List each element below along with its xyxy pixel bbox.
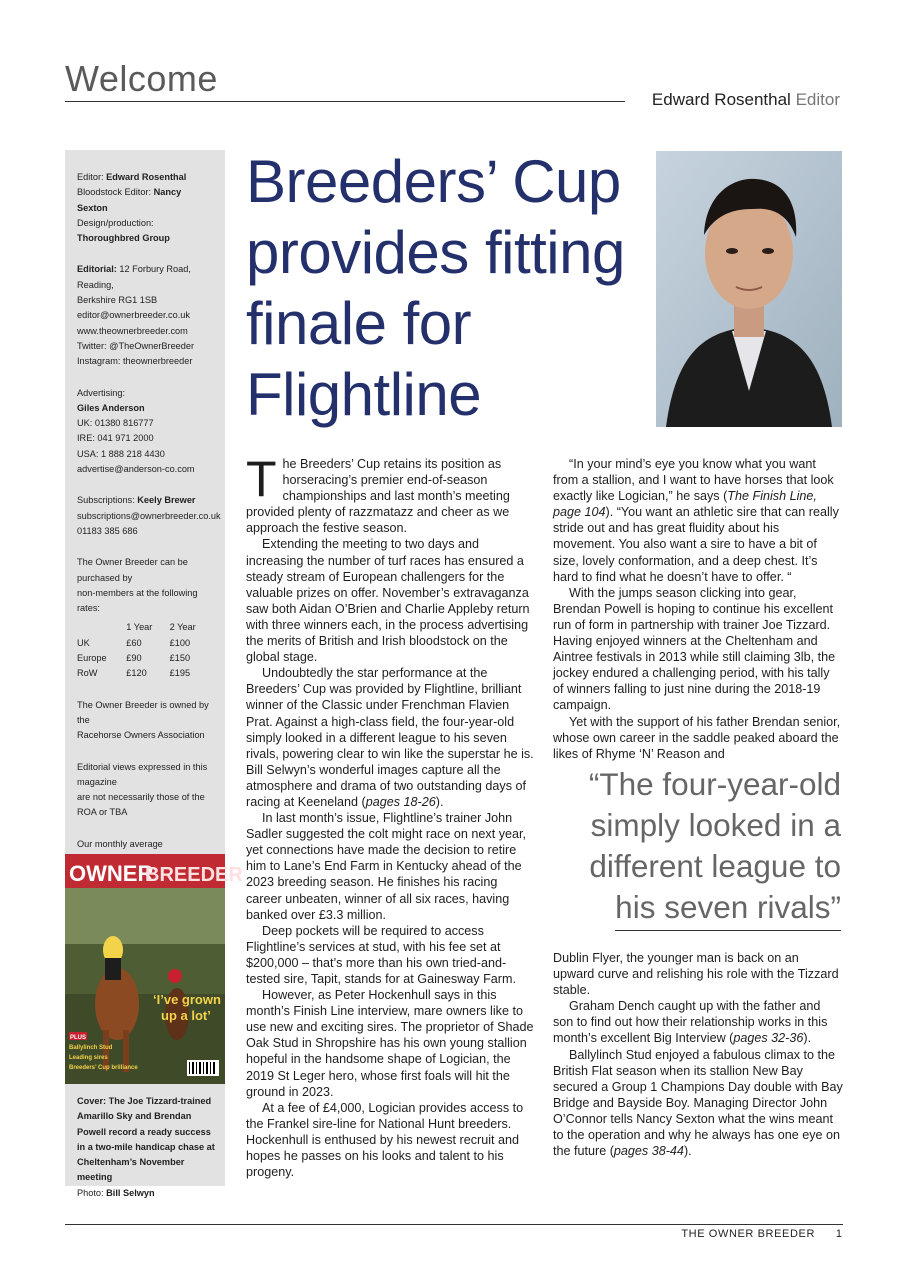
advertising-email-link[interactable]: advertise@anderson-co.com xyxy=(77,464,195,475)
article-column-2-bottom xyxy=(553,950,843,1159)
editor-role: Editor xyxy=(795,90,840,109)
cover-masthead-breeder: BREEDER xyxy=(145,864,243,886)
masthead-sidebar xyxy=(65,150,243,1198)
pull-quote: “The four-year-old simply looked in a different league to his seven rivals” xyxy=(588,766,841,925)
page-reference: pages 18-26 xyxy=(365,794,436,809)
staff-editor: Editor: Edward Rosenthal xyxy=(77,172,187,182)
article-headline: Breeders’ Cup provides fitting finale for Flightline xyxy=(246,148,625,428)
editor-name: Edward Rosenthal xyxy=(651,90,791,109)
cover-teaser-3: Breeders’ Cup brilliance xyxy=(69,1065,138,1071)
article-paragraph: Graham Dench caught up with the father and son to find out how their relationship works in this month’s excellent Big Interview (pages 32-36). xyxy=(553,999,828,1046)
page-reference: The Finish Line, page 104 xyxy=(553,489,817,520)
pull-quote-rule xyxy=(615,930,841,931)
table-row: Europe £90 £150 xyxy=(77,653,191,664)
article-column-1 xyxy=(246,451,534,1180)
page-reference: pages 32-36 xyxy=(733,1031,804,1046)
article-column-2-top xyxy=(553,456,843,762)
cover-teaser-2: Leading sires xyxy=(69,1055,108,1061)
disclaimer-note: Editorial views expressed in this magazine are not necessarily those of the ROA or TBA xyxy=(77,761,208,818)
magazine-cover-image xyxy=(65,854,243,1084)
rates-header-row: 1 Year 2 Year xyxy=(126,622,196,633)
footer-rule xyxy=(65,1224,843,1225)
page-number: 1 xyxy=(835,1228,842,1240)
article-paragraph: With the jumps season clicking into gear, Brendan Powell is hoping to continue his excellent run of form in partnership with trainer Joe Tizzard. Having enjoyed winners at the Cheltenham and Aintree festivals in 2013 while still claiming 3lb, the jockey endured a challenging period, with his tally of winners falling to just nine during the 2018-19 campaign. xyxy=(553,585,836,713)
editorial-email-link[interactable]: editor@ownerbreeder.co.uk xyxy=(77,310,191,321)
article-paragraph: Dublin Flyer, the younger man is back on an upward curve and relishing his role with the Tizzard stable. xyxy=(553,951,839,998)
page-reference: pages 38-44 xyxy=(613,1144,684,1159)
subscription-rates: The Owner Breeder can be purchased by non-members at the following rates: 1 Year 2 Year UK £60 £100 Europe £90 £150 RoW £120 £195 xyxy=(77,555,213,681)
twitter-handle: Twitter: @TheOwnerBreeder xyxy=(77,340,195,351)
cover-masthead-owner: OWNER xyxy=(69,861,154,886)
rates-table xyxy=(77,620,213,681)
readership-note: Our monthly average xyxy=(77,838,163,849)
article-paragraph: Ballylinch Stud enjoyed a fabulous climax to the British Flat season when its stallion New Bay secured a Group 1 Champions Day double with Bay Bridge and Bayside Boy. Managing Director John O’Connor tells Nancy Sexton what the wins meant to the operation and why he always has one eye on the future (pages 38-44). xyxy=(553,1047,843,1159)
ownership-note: The Owner Breeder is owned by the Racehorse Owners Association xyxy=(77,699,209,741)
staff-list xyxy=(77,170,213,246)
article-paragraph: The Breeders’ Cup retains its position as horseracing’s premier end-of-season championships and last month’s meeting provided plenty of razzmatazz and cheer as we approach the festive season. xyxy=(246,451,510,536)
subscriptions-email-link[interactable]: subscriptions@ownerbreeder.co.uk xyxy=(77,510,221,521)
cover-caption: Cover: The Joe Tizzard-trained Amarillo Sky and Brendan Powell record a ready success in a two-mile handicap chase at Cheltenham’s November meeting Photo: Bill Selwyn xyxy=(77,1096,215,1198)
cover-illustration xyxy=(65,854,243,1084)
editor-byline xyxy=(652,90,840,110)
staff-bloodstock: Bloodstock Editor: Nancy Sexton xyxy=(77,187,182,213)
instagram-handle: Instagram: theownerbreeder xyxy=(77,356,193,367)
article-paragraph: Extending the meeting to two days and increasing the number of turf races has ensured a steady stream of European challengers for the valuable prizes on offer. November’s extravaganza saw both Aidan O’Brien and Charlie Appleby return with three winners each, in the process advertising the merits of British and Irish bloodstock on the global stage. xyxy=(246,537,530,665)
cover-quote-line2: up a lot’ xyxy=(161,1008,211,1023)
article-paragraph: Undoubtedly the star performance at the Breeders’ Cup was provided by Flightline, brilliant winner of the Classic under Frenchman Flavien Prat. Against a high-class field, the four-year-old simply looked in a different league to his seven rivals, powering clear to win like the superstar he is. Bill Selwyn’s wonderful images capture all the atmosphere and drama of two outstanding days of racing at Keeneland (pages 18-26). xyxy=(246,666,534,809)
article-paragraph: Yet with the support of his father Brendan senior, whose own career in the saddle peaked aboard the likes of Rhyme ‘N’ Reason and xyxy=(553,714,841,761)
cover-plus-label: PLUS xyxy=(70,1035,87,1041)
cover-teaser-1: Ballylinch Stud xyxy=(69,1045,113,1051)
staff-design: Design/production: Thoroughbred Group xyxy=(77,217,170,244)
article-paragraph: “In your mind’s eye you know what you want from a stallion, and I want to have horses that look exactly like Logician,” he says (The Finish Line, page 104). “You want an athletic sire that can really stride out and has great fluidity about his movement. You also want a sire to have a bit of size, lovely conformation, and a deep chest. It’s hard to find what he doesn’t have to offer. “ xyxy=(553,457,839,584)
article-paragraph: At a fee of £4,000, Logician provides access to the Frankel sire-line for National Hunt breeders. Hockenhull is enthused by his newest recruit and hopes he passes on his looks and talent to his progeny. xyxy=(246,1100,524,1180)
editorial-contact: Editorial: 12 Forbury Road, Reading, Berkshire RG1 1SB editor@ownerbreeder.co.uk www.theownerbreeder.com Twitter: @TheOwnerBreeder Instagram: theownerbreeder xyxy=(77,262,213,369)
header-rule xyxy=(65,101,625,102)
article-paragraph: In last month’s issue, Flightline’s trainer John Sadler suggested the colt might race on next year, yet connections have made the decision to retire him to Lane’s End Farm in Kentucky ahead of the 2023 breeding season. He finishes his racing career unbeaten, winner of all six races, having banked over £3.3 million. xyxy=(246,811,527,922)
footer-publication-name: THE OWNER BREEDER xyxy=(681,1228,815,1240)
table-row: UK £60 £100 xyxy=(77,637,191,648)
cover-quote-line1: ‘I’ve grown xyxy=(153,992,221,1007)
table-row: RoW £120 £195 xyxy=(77,668,191,679)
section-title: Welcome xyxy=(65,58,218,99)
website-link[interactable]: www.theownerbreeder.com xyxy=(77,325,188,336)
subscriptions-contact: Subscriptions: Keely Brewer subscriptions@ownerbreeder.co.uk 01183 385 686 xyxy=(77,495,221,536)
article-paragraph: Deep pockets will be required to access Flightline’s services at stud, with his fee set at $200,000 – that’s more than his own tried-and-tested sire, Tapit, stands for at Gainesway Farm. xyxy=(246,923,516,986)
article-paragraph: However, as Peter Hockenhull says in this month’s Finish Line interview, mare owners like to use new and exciting sires. The proprietor of Shade Oak Stud in Shropshire has his own young stallion hopeful in the handsome shape of Logician, the 2019 St Leger hero, whose first foals will hit the ground in 2023. xyxy=(246,988,534,1099)
editor-portrait-photo xyxy=(656,151,842,427)
drop-cap: T xyxy=(246,451,277,507)
advertising-contact: Advertising: Giles Anderson UK: 01380 816777 IRE: 041 971 2000 USA: 1 888 218 4430 advertise@anderson-co.com xyxy=(77,386,213,478)
portrait-illustration xyxy=(656,151,842,427)
